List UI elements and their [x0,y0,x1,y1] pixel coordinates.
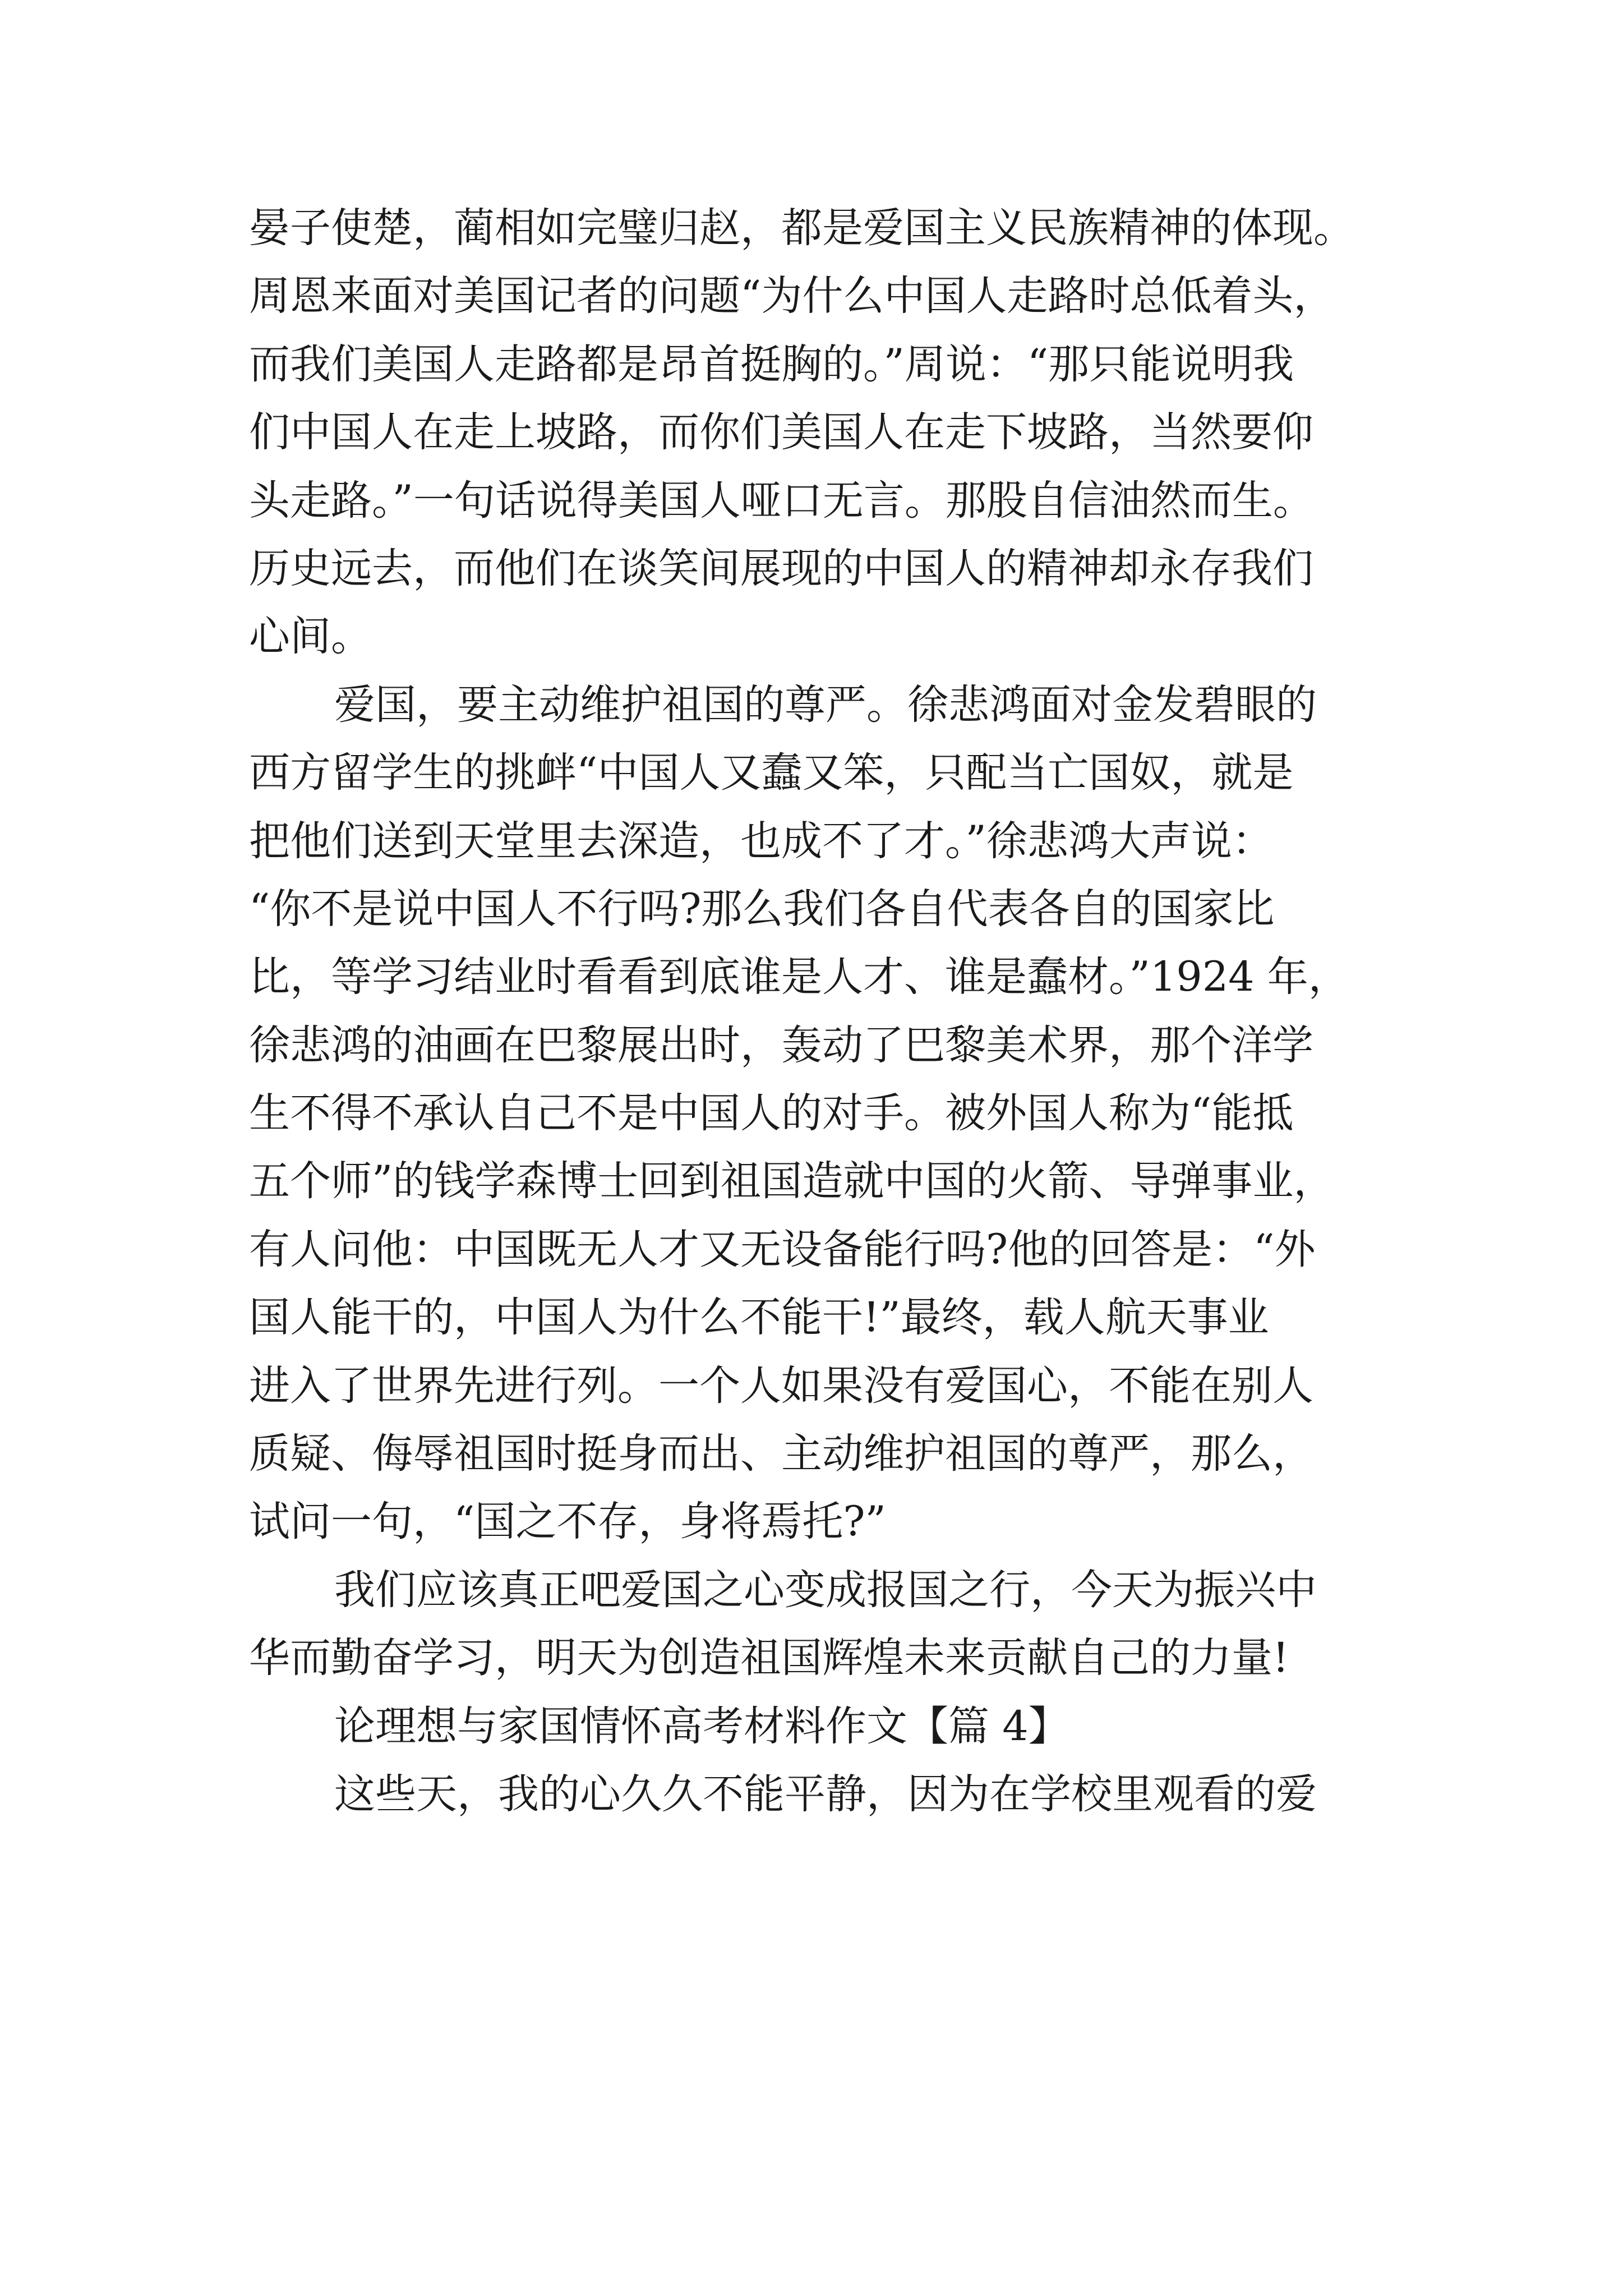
text-line: 周恩来面对美国记者的问题“为什么中国人走路时总低着头， [249,272,1335,320]
text-line: 心间。 [249,613,372,661]
paragraph-first-line: 我们应该真正吧爱国之心变成报国之行，今天为振兴中 [334,1566,1317,1614]
text-line: 把他们送到天堂里去深造，也成不了才。”徐悲鸿大声说： [249,817,1273,865]
paragraph-first-line: 这些天，我的心久久不能平静，因为在学校里观看的爱 [334,1770,1317,1818]
text-line: 西方留学生的挑衅“中国人又蠢又笨，只配当亡国奴，就是 [249,749,1294,797]
text-line: 华而勤奋学习，明天为创造祖国辉煌未来贡献自己的力量! [249,1634,1289,1682]
text-line: 有人问他：中国既无人才又无设备能行吗?他的回答是：“外 [249,1225,1316,1273]
text-line: 头走路。”一句话说得美国人哑口无言。那股自信油然而生。 [249,476,1314,524]
body-text [249,194,1393,1828]
text-line: 比，等学习结业时看看到底谁是人才、谁是蠢材。”1924 年， [249,953,1349,1001]
text-line: 五个师”的钱学森博士回到祖国造就中国的火箭、导弹事业， [249,1157,1335,1205]
paragraph-first-line: 爱国，要主动维护祖国的尊严。徐悲鸿面对金发碧眼的 [334,680,1317,729]
text-line: “你不是说中国人不行吗?那么我们各自代表各自的国家比 [249,885,1275,933]
text-line: 徐悲鸿的油画在巴黎展出时，轰动了巴黎美术界，那个洋学 [249,1021,1313,1069]
text-line: 质疑、侮辱祖国时挺身而出、主动维护祖国的尊严，那么， [249,1430,1313,1478]
text-line: 历史远去，而他们在谈笑间展现的中国人的精神却永存我们 [249,544,1313,592]
text-line: 试问一句，“国之不存，身将焉托?” [249,1498,886,1546]
section-heading: 论理想与家国情怀高考材料作文【篇 4】 [334,1702,1069,1750]
text-line: 们中国人在走上坡路，而你们美国人在走下坡路，当然要仰 [249,408,1313,457]
text-line: 国人能干的，中国人为什么不能干!”最终，载人航天事业 [249,1294,1269,1342]
text-line: 而我们美国人走路都是昂首挺胸的。”周说：“那只能说明我 [249,340,1294,388]
text-line: 进入了世界先进行列。一个人如果没有爱国心，不能在别人 [249,1361,1313,1410]
text-line: 生不得不承认自己不是中国人的对手。被外国人称为“能抵 [249,1089,1294,1138]
text-line: 晏子使楚，蔺相如完璧归赵，都是爱国主义民族精神的体现。 [249,204,1354,252]
